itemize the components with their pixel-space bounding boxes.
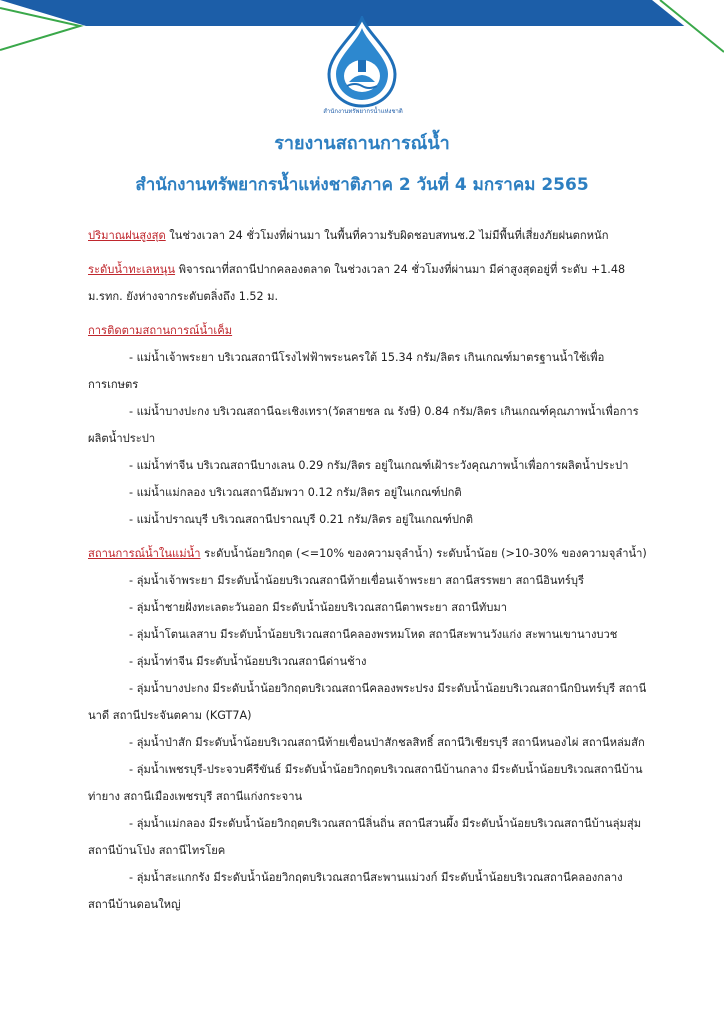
list-item: - ลุ่มน้ำเจ้าพระยา มีระดับน้ำน้อยบริเวณสถานีท้ายเขื่อนเจ้าพระยา สถานีสรรพยา สถานีอินทร์บุรี [129, 574, 584, 587]
river-paragraph [88, 540, 648, 567]
list-item: - ลุ่มน้ำแม่กลอง มีระดับน้ำน้อยวิกฤตบริเวณสถานีลิ่นถิ่น สถานีสวนผึ้ง มีระดับน้ำน้อยบริเวณสถานีบ้านลุ่มสุ่ม สถานีบ้านโป่ง สถานีไทรโยค [88, 817, 642, 857]
list-item: - แม่น้ำแม่กลอง บริเวณสถานีอัมพวา 0.12 กรัม/ลิตร อยู่ในเกณฑ์ปกติ [129, 486, 462, 499]
list-item: - ลุ่มน้ำป่าสัก มีระดับน้ำน้อยบริเวณสถานีท้ายเขื่อนป่าสักชลสิทธิ์ สถานีวิเชียรบุรี สถานีหนองไผ่ สถานีหล่มสัก [129, 736, 645, 749]
list-item: - แม่น้ำปราณบุรี บริเวณสถานีปราณบุรี 0.21 กรัม/ลิตร อยู่ในเกณฑ์ปกติ [129, 513, 473, 526]
list-item: - แม่น้ำท่าจีน บริเวณสถานีบางเลน 0.29 กรัม/ลิตร อยู่ในเกณฑ์เฝ้าระวังคุณภาพน้ำเพื่อการผลิตน้ำประปา [129, 459, 629, 472]
salinity-paragraph [88, 317, 648, 344]
list-item: - ลุ่มน้ำท่าจีน มีระดับน้ำน้อยบริเวณสถานีด่านช้าง [129, 655, 367, 668]
list-item: - ลุ่มน้ำเพชรบุรี-ประจวบคีรีขันธ์ มีระดับน้ำน้อยวิกฤตบริเวณสถานีบ้านกลาง มีระดับน้ำน้อยบริเวณสถานีบ้านท่ายาง สถานีเมืองเพชรบุรี สถานีแก่งกระจาน [88, 763, 643, 803]
logo-caption: สำนักงานทรัพยากรน้ำแห่งชาติ [323, 108, 403, 115]
sea-level-label: ระดับน้ำทะเลหนุน [88, 263, 176, 276]
water-drop-emblem-icon [323, 16, 401, 108]
salinity-heading: การติดตามสถานการณ์น้ำเค็ม [88, 324, 233, 337]
report-body [88, 222, 648, 918]
list-item: - ลุ่มน้ำบางปะกง มีระดับน้ำน้อยวิกฤตบริเวณสถานีคลองพระปรง มีระดับน้ำน้อยบริเวณสถานีกบินทร์บุรี สถานีนาดี สถานีประจันตคาม (KGT7A) [88, 682, 647, 722]
river-intro: ระดับน้ำน้อยวิกฤต (<=10% ของความจุลำน้ำ) ระดับน้ำน้อย (>10-30% ของความจุลำน้ำ) [200, 547, 647, 560]
river-heading: สถานการณ์น้ำในแม่น้ำ [88, 547, 201, 560]
report-title: รายงานสถานการณ์น้ำ [274, 133, 450, 154]
sea-level-text: พิจารณาที่สถานีปากคลองตลาด ในช่วงเวลา 24 ชั่วโมงที่ผ่านมา มีค่าสูงสุดอยู่ที่ ระดับ +1.48 ม.รทก. ยังห่างจากระดับตลิ่งถึง 1.52 ม. [88, 263, 626, 303]
list-item: - แม่น้ำเจ้าพระยา บริเวณสถานีโรงไฟฟ้าพระนครใต้ 15.34 กรัม/ลิตร เกินเกณฑ์มาตรฐานน้ำใช้เพื่อการเกษตร [88, 351, 605, 391]
list-item: - ลุ่มน้ำโตนเลสาบ มีระดับน้ำน้อยบริเวณสถานีคลองพรหมโหด สถานีสะพานวังแก่ง สะพานเขานางบวช [129, 628, 618, 641]
sea-level-paragraph [88, 256, 648, 310]
rain-text: ในช่วงเวลา 24 ชั่วโมงที่ผ่านมา ในพื้นที่ความรับผิดชอบสทนช.2 ไม่มีพื้นที่เสี่ยงภัยฝนตกหนัก [165, 229, 609, 242]
list-item: - ลุ่มน้ำสะแกกรัง มีระดับน้ำน้อยวิกฤตบริเวณสถานีสะพานแม่วงก์ มีระดับน้ำน้อยบริเวณสถานีคลองกลาง สถานีบ้านดอนใหญ่ [88, 871, 623, 911]
report-subtitle: สำนักงานทรัพยากรน้ำแห่งชาติภาค 2 วันที่ 4 มกราคม 2565 [135, 175, 589, 195]
rain-label: ปริมาณฝนสูงสุด [88, 229, 166, 242]
rain-paragraph [88, 222, 648, 249]
list-item: - แม่น้ำบางปะกง บริเวณสถานีฉะเชิงเทรา(วัดสายชล ณ รังษี) 0.84 กรัม/ลิตร เกินเกณฑ์คุณภาพน้ำเพื่อการผลิตน้ำประปา [88, 405, 639, 445]
list-item: - ลุ่มน้ำชายฝั่งทะเลตะวันออก มีระดับน้ำน้อยบริเวณสถานีตาพระยา สถานีทับมา [129, 601, 507, 614]
